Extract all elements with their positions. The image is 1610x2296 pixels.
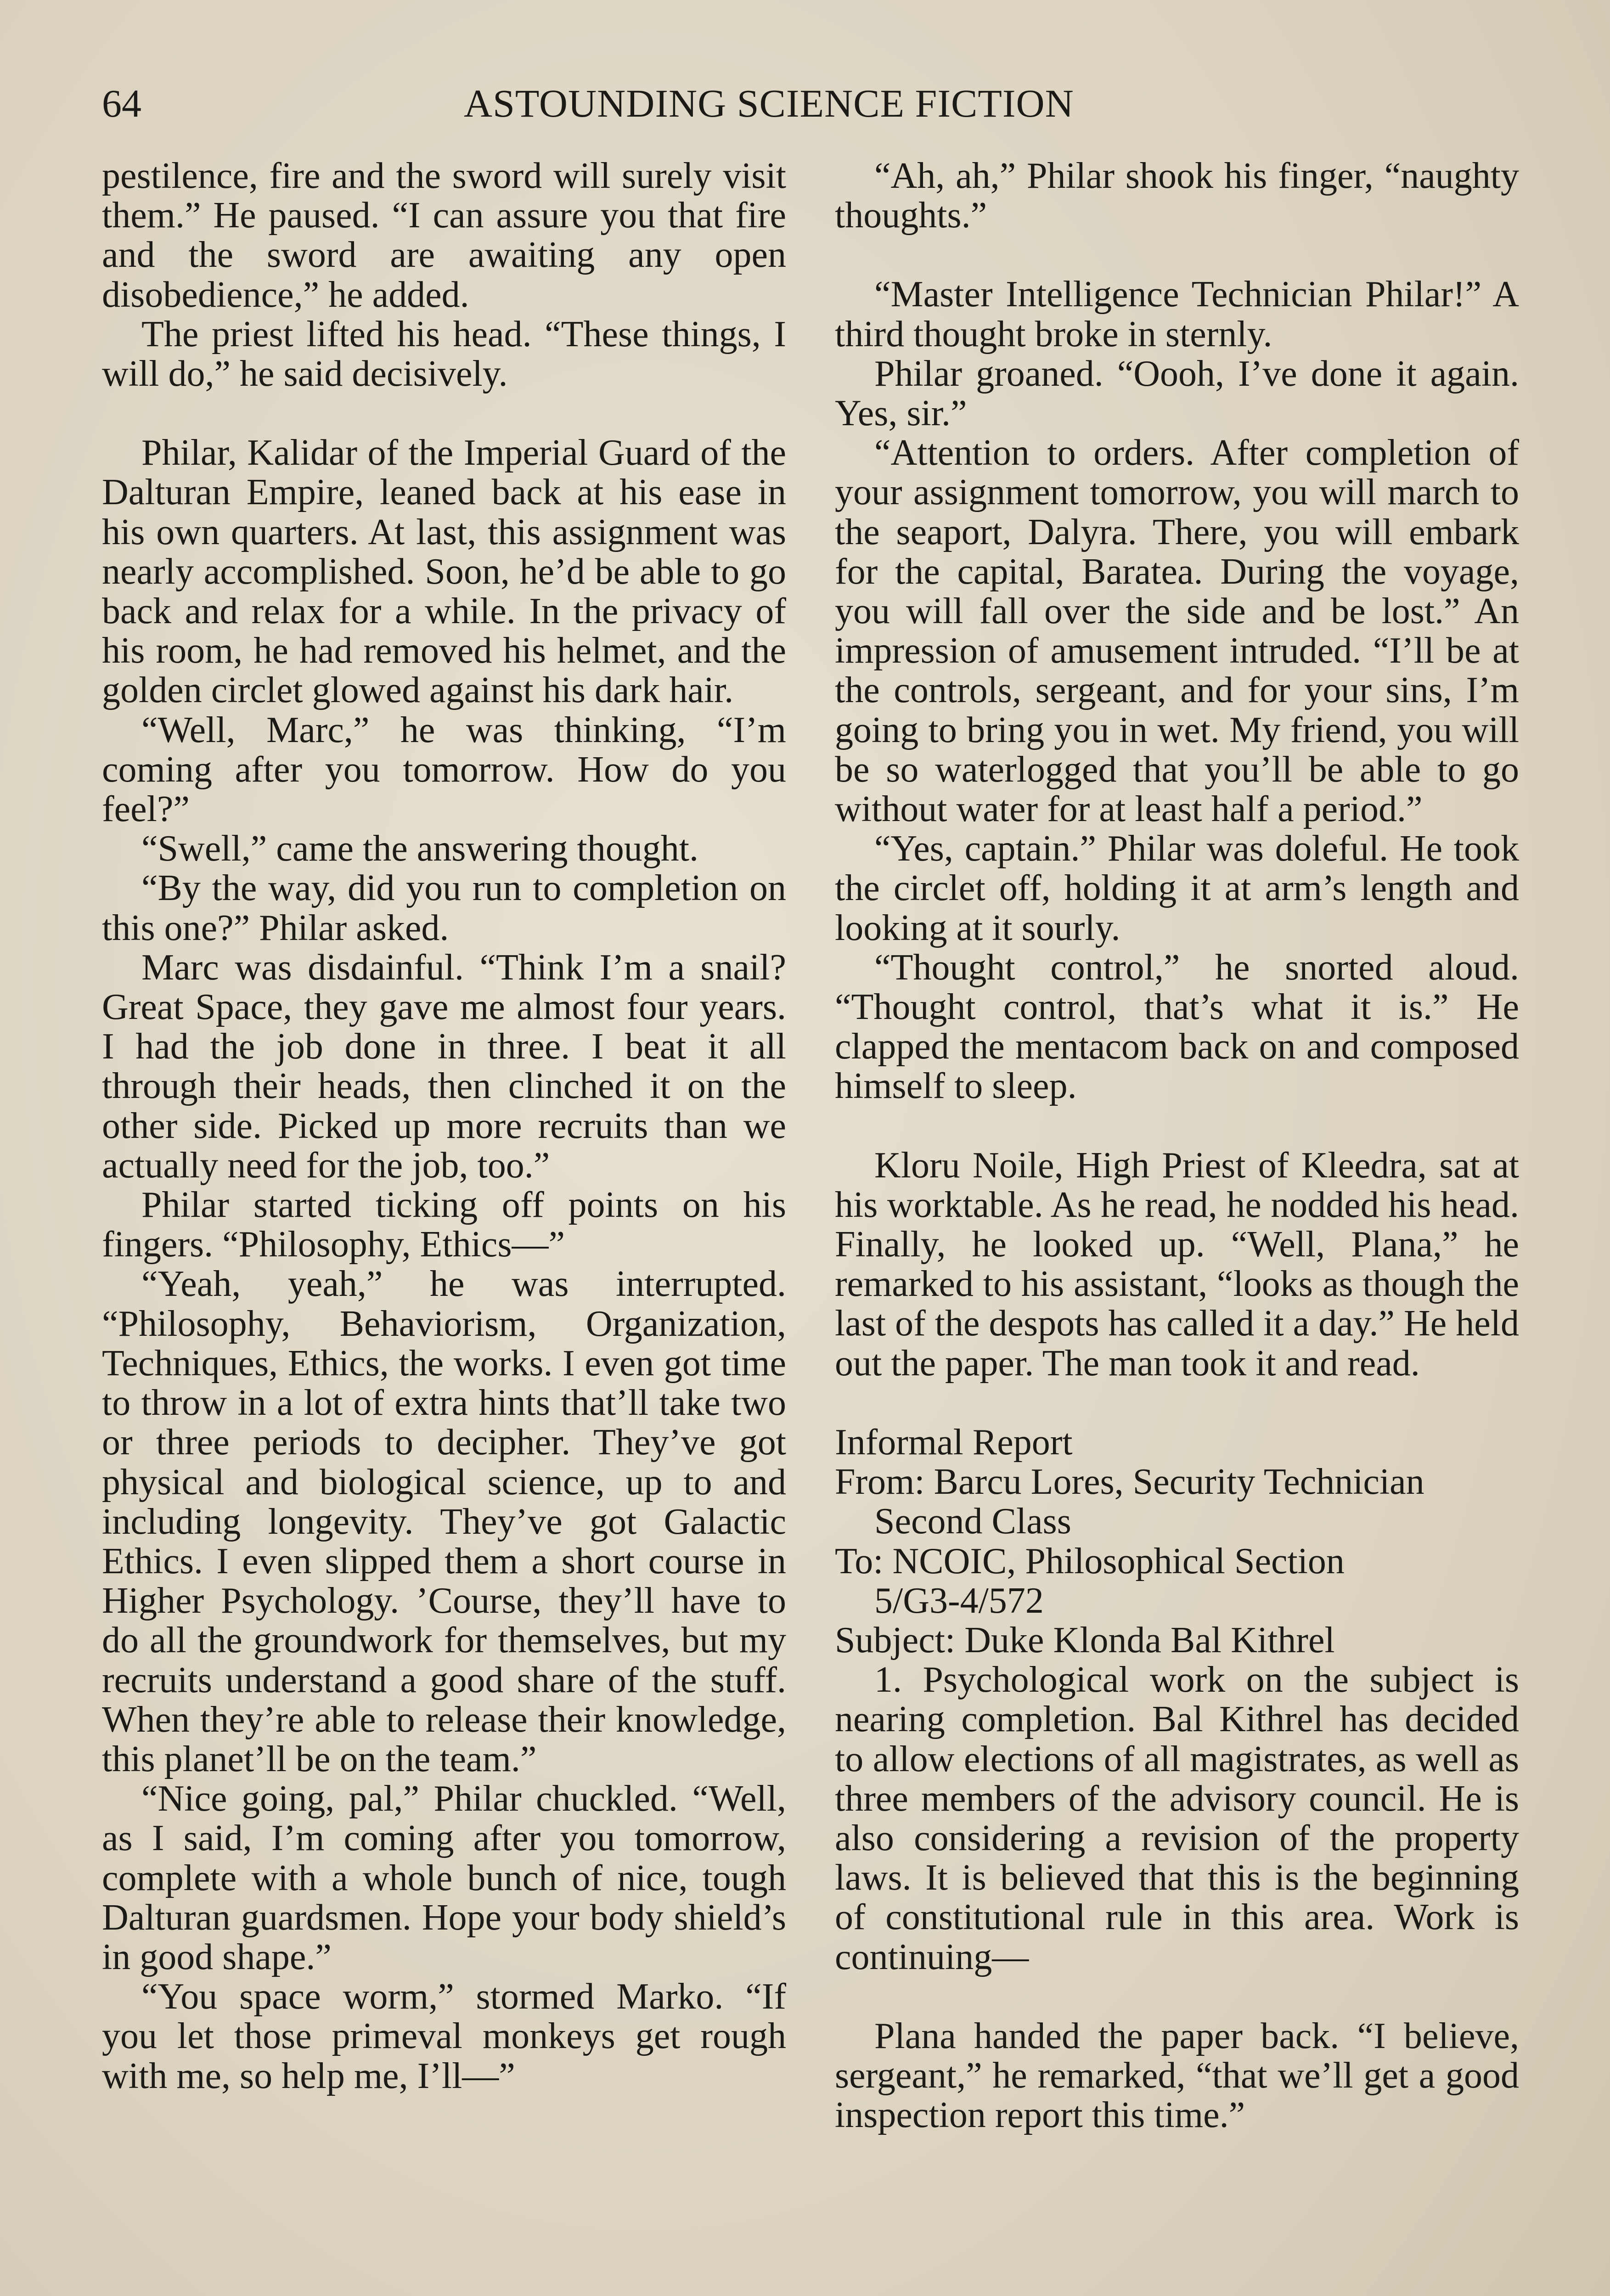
closing-paragraph: Plana handed the paper back. “I believe, sergeant,” he remarked, “that we’ll get a good inspection report this time.” — [835, 2015, 1519, 2136]
report-body: 1. Psychological work on the subject is nearing completion. Bal Kithrel has decided to allow elections of all magistrates, as well as three members of the advisory council. He is also considering a revision of the property laws. It is believed that this is the beginning of constitutional rule in this area. Work is continuing— — [835, 1660, 1519, 1977]
paragraph: “Master Intelligence Technician Philar!” A third thought broke in sternly. — [835, 274, 1519, 355]
paragraph: “Nice going, pal,” Philar chuckled. “Well, as I said, I’m coming after you tomorrow, complete with a whole bunch of nice, tough Dalturan guardsmen. Hope your body shield’s in good shape.” — [102, 1778, 786, 1977]
report-title: Informal Report — [835, 1422, 1073, 1463]
paragraph: The priest lifted his head. “These things, I will do,” he said decisively. — [102, 314, 786, 394]
left-column — [102, 156, 786, 2096]
paragraph: “Well, Marc,” he was thinking, “I’m coming after you tomorrow. How do you feel?” — [102, 709, 786, 830]
right-column — [835, 156, 1519, 2135]
paragraph: Philar started ticking off points on his fingers. “Philosophy, Ethics—” — [102, 1185, 786, 1265]
report-subject: Subject: Duke Klonda Bal Kithrel — [835, 1620, 1335, 1660]
paragraph: pestilence, fire and the sword will surely visit them.” He paused. “I can assure you that fire and the sword are awaiting any open disobedience,” he added. — [102, 156, 786, 315]
paragraph: “Yes, captain.” Philar was doleful. He took the circlet off, holding it at arm’s length and looking at it sourly. — [835, 828, 1519, 948]
paragraph: Philar, Kalidar of the Imperial Guard of the Dalturan Empire, leaned back at his ease in his own quarters. At last, this assignment was nearly accomplished. Soon, he’d be able to go back and relax for a while. In the privacy of his room, he had removed his helmet, and the golden circlet glowed against his dark hair. — [102, 433, 786, 711]
paragraph: “By the way, did you run to completion on this one?” Philar asked. — [102, 868, 786, 948]
report-from-continued: Second Class — [874, 1501, 1071, 1542]
report-from: From: Barcu Lores, Security Technician — [835, 1462, 1424, 1503]
page-number: 64 — [102, 81, 141, 125]
paragraph: “Swell,” came the answering thought. — [141, 828, 698, 869]
report-to-continued: 5/G3-4/572 — [874, 1580, 1044, 1621]
paragraph: Kloru Noile, High Priest of Kleedra, sat at his worktable. As he read, he nodded his head. Finally, he looked up. “Well, Plana,” he remarked to his assistant, “looks as though the last of the despots has called it a day.” He held out the paper. The man took it and read. — [835, 1145, 1519, 1384]
running-title: ASTOUNDING SCIENCE FICTION — [464, 81, 1074, 125]
paragraph: “Yeah, yeah,” he was interrupted. “Philosophy, Behaviorism, Organization, Techniques, Ethics, the works. I even got time to throw in a lot of extra hints that’ll take two or three periods to decipher. They’ve got physical and biological science, up to and including longevity. They’ve got Galactic Ethics. I even slipped them a short course in Higher Psychology. ’Course, they’ll have to do all the groundwork for themselves, but my recruits understand a good share of the stuff. When they’re able to release their knowledge, this planet’ll be on the team.” — [102, 1264, 786, 1779]
page-header — [0, 76, 1610, 131]
paragraph: Marc was disdainful. “Think I’m a snail? Great Space, they gave me almost four years. I had the job done in three. I beat it all through their heads, then clinched it on the other side. Picked up more recruits than we actually need for the job, too.” — [102, 947, 786, 1186]
paragraph: Philar groaned. “Oooh, I’ve done it again. Yes, sir.” — [835, 353, 1519, 434]
paragraph: “Attention to orders. After completion of your assignment tomorrow, you will march to the seaport, Dalyra. There, you will embark for the capital, Baratea. During the voyage, you will fall over the side and be lost.” An impression of amusement intruded. “I’ll be at the controls, sergeant, and for your sins, I’m going to bring you in wet. My friend, you will be so waterlogged that you’ll be able to go without water for at least half a period.” — [835, 433, 1519, 830]
paragraph: “Ah, ah,” Philar shook his finger, “naughty thoughts.” — [835, 156, 1519, 236]
paragraph: “Thought control,” he snorted aloud. “Thought control, that’s what it is.” He clapped the mentacom back on and composed himself to sleep. — [835, 947, 1519, 1107]
report-to: To: NCOIC, Philosophical Section — [835, 1541, 1345, 1581]
paragraph: “You space worm,” stormed Marko. “If you let those primeval monkeys get rough with me, so help me, I’ll—” — [102, 1976, 786, 2096]
